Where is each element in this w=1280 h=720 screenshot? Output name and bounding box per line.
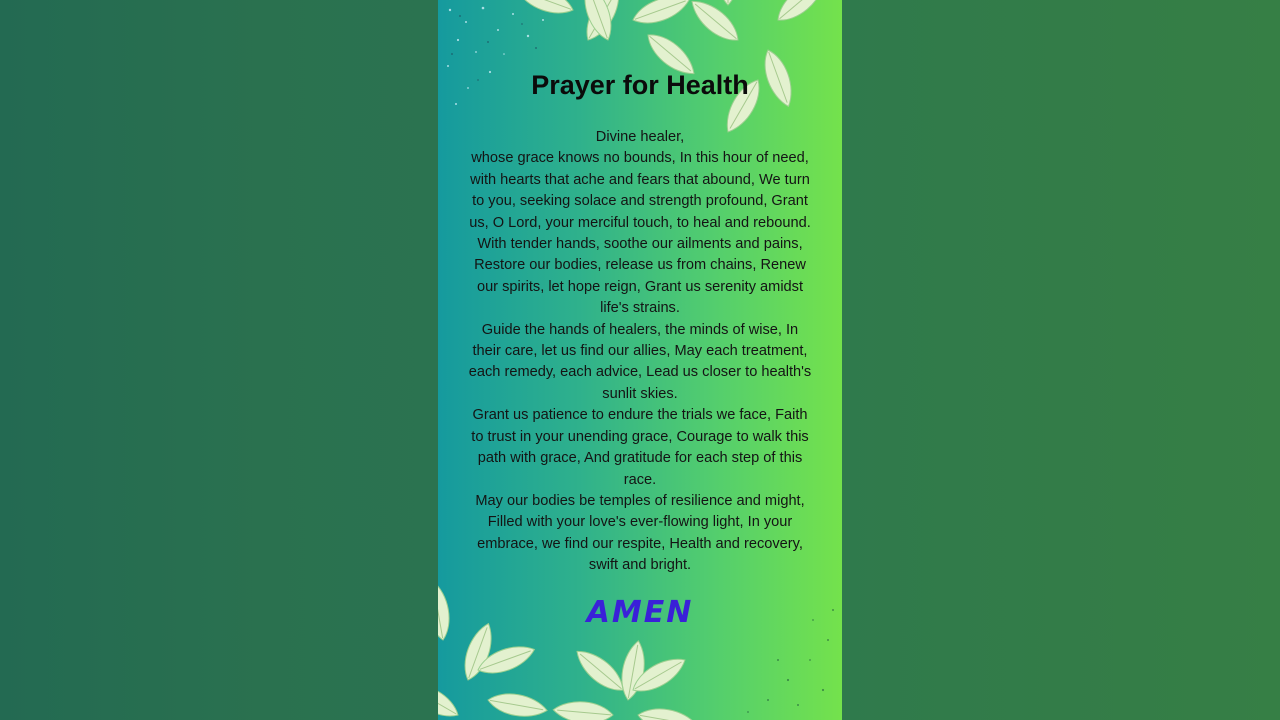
blurred-background-right	[842, 0, 1280, 720]
prayer-body	[468, 127, 812, 577]
prayer-card	[438, 0, 842, 720]
stanza-opening: Divine healer,	[595, 129, 685, 145]
stanza: With tender hands, soothe our ailments and pains, Restore our bodies, release us from chains, Renew our spirits, let hope reign, Grant us serenity amidst life's strains.	[474, 236, 806, 317]
prayer-title: Prayer for Health	[531, 70, 749, 100]
stanza: Grant us patience to endure the trials we face, Faith to trust in your unending grace, Courage to walk this path with grace, And gratitude for each step of this race.	[471, 407, 809, 488]
stanza: whose grace knows no bounds, In this hour of need, with hearts that ache and fears that abound, We turn to you, seeking solace and strength profound, Grant us, O Lord, your merciful touch, to heal and rebound.	[469, 150, 811, 231]
stanza: Guide the hands of healers, the minds of wise, In their care, let us find our allies, May each treatment, each remedy, each advice, Lead us closer to health's sunlit skies.	[468, 321, 812, 402]
leaves-top-right	[685, 0, 830, 137]
stanza: May our bodies be temples of resilience and might, Filled with your love's ever-flowing light, In your embrace, we find our respite, Health and recovery, swift and bright.	[475, 492, 805, 574]
amen-closing: AMEN	[586, 595, 694, 630]
leaves-bottom-middle	[552, 639, 699, 720]
blurred-background-left	[0, 0, 438, 720]
